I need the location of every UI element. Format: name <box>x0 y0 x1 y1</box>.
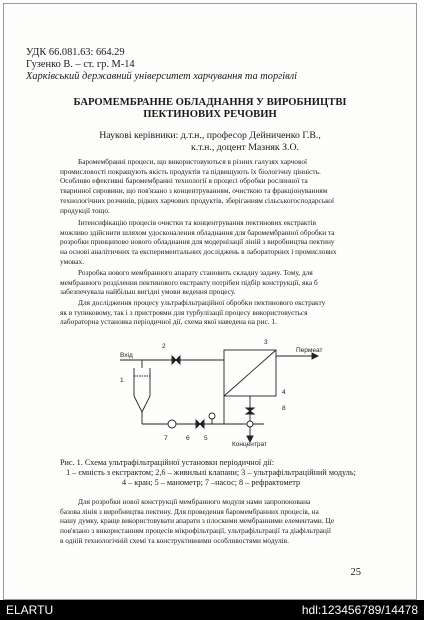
paragraph-line: пов'язано з використанням процесів мікрофільтрації, ультрафільтрації та діафільтрації <box>60 526 331 536</box>
paragraph-line: Інтенсифікацію процесів очистки та концентрування пектинових екстрактів <box>78 218 317 227</box>
article-title-line-1: БАРОМЕМБРАННЕ ОБЛАДНАННЯ У ВИРОБНИЦТВІ <box>73 97 347 108</box>
page-number: 25 <box>350 567 361 578</box>
feed-valve-6 <box>196 420 204 428</box>
article-title-line-2: ПЕКТИНОВИХ РЕЧОВИН <box>143 109 277 120</box>
paragraph-line: Особливо ефективні баромембранні технології в процесі обробки рослинної та <box>60 176 308 186</box>
inlet-label: Вхід <box>120 352 133 359</box>
paragraph-line: базова лінія з виробництва пектину. Для проведення баромембранних процесів, на <box>60 506 319 516</box>
figure-number-8: 8 <box>282 405 286 412</box>
paragraph-line: умовах. <box>60 256 85 266</box>
handle-identifier[interactable]: hdl:123456789/14478 <box>301 603 418 617</box>
uf-membrane <box>224 350 276 396</box>
supervisors-line-2: к.т.н., доцент Мазняк З.О. <box>190 142 299 153</box>
figure-number-7: 7 <box>164 435 168 442</box>
paragraph-line: технологічних розчинів, рідких харчових продуктів, зберіганням сільськогосподарської <box>60 195 335 205</box>
extract-tank-shape <box>134 368 150 412</box>
paragraph-line: як в тупиковому, так і з пристроями для турбулізації процесу використовується <box>60 307 308 317</box>
manometer-5 <box>209 413 215 419</box>
paragraph-line: мембранного розділення пектинового екстракту потрібен підбір конструкції, яка б <box>60 277 318 287</box>
paragraph-line: промисловості покращують якість продуктів та підвищують їх біологічну цінність. <box>60 166 321 176</box>
paragraph-line: розробки принципово нового обладнання для модернізації ліній з виробництва пектину <box>60 237 335 247</box>
paragraph-line: Для дослідження процесу ультрафільтраційної обробки пектинового екстракту <box>78 298 326 307</box>
document-page <box>3 3 417 600</box>
figure-number-6: 6 <box>186 435 190 442</box>
paragraph-line: нашу думку, краще використовувати апарати з плоскими мембранними елементами. Це <box>60 516 335 526</box>
paragraph-line: продукції тощо. <box>60 205 110 215</box>
paragraph-line: лабораторна установка періодичної дії, схема якої наведена на рис. 1. <box>60 317 277 327</box>
author-line: Гузенко В. – ст. гр. М-14 <box>26 59 135 70</box>
paragraph-line: на основі аналітичних та експериментальних досліджень в лабораторних і промислових <box>60 247 337 257</box>
paragraph-line: можливо здійснити шляхом удосконалення обладнання для баромембранної обробки та <box>60 227 335 237</box>
figure-caption-line-3: 4 – кран; 5 – манометр; 7 –насос; 8 – рефрактометр <box>121 478 301 487</box>
udc-code: УДК 66.081.63: 664.29 <box>26 47 125 58</box>
figure-number-5: 5 <box>204 435 208 442</box>
supervisors-line-1: Наукові керівники: д.т.н., професор Дейниченко Г.В., <box>99 130 321 141</box>
feed-valve-2 <box>172 356 180 364</box>
paragraph-line: тваринної сировини, що пов'язано з концентруванням, очисткою та фракціонуванням <box>60 186 328 196</box>
paragraph-2 <box>60 218 366 267</box>
paragraph-1 <box>60 157 366 215</box>
paragraph-3 <box>60 268 366 297</box>
repository-name: ELARTU <box>6 603 54 617</box>
concentrate-label: Концентрат <box>232 441 267 448</box>
paragraph-4 <box>60 298 366 327</box>
ultrafiltration-scheme-diagram <box>104 332 334 450</box>
paragraph-line: Для розробки нової конструкції мембранного модуля нами запропонована <box>78 497 311 506</box>
paragraph-line: Баромембранні процеси, що використовуються в різних галузях харчової <box>78 157 308 166</box>
repository-footer-bar <box>0 600 424 620</box>
refractometer-8 <box>247 421 253 427</box>
valve-4 <box>246 408 254 414</box>
pump-7 <box>168 420 176 428</box>
figure-number-1: 1 <box>120 377 124 384</box>
paragraph-line: в одній технологічній схемі та конструктивними особливостями модулів. <box>60 535 289 545</box>
figure-caption-line-2: 1 – ємність з екстрактом; 2,6 – живильні клапани; 3 – ультрафільтраційний модуль; <box>66 468 356 477</box>
figure-caption-line-1: Рис. 1. Схема ультрафільтраційної установки періодичної дії: <box>60 458 275 467</box>
paragraph-5 <box>60 497 366 546</box>
paragraph-line: Розробка нового мембранного апарату становить складну задачу. Тому, для <box>78 268 313 277</box>
figure-number-3: 3 <box>264 339 268 346</box>
figure-number-2: 2 <box>162 343 166 350</box>
paragraph-line: забезпечувала найбільш вигідні умови ведення процесу. <box>60 287 236 297</box>
permeate-label: Пермеат <box>296 347 323 354</box>
figure-number-4: 4 <box>282 389 286 396</box>
institution-line: Харківський державний університет харчування та торгівлі <box>26 71 298 82</box>
